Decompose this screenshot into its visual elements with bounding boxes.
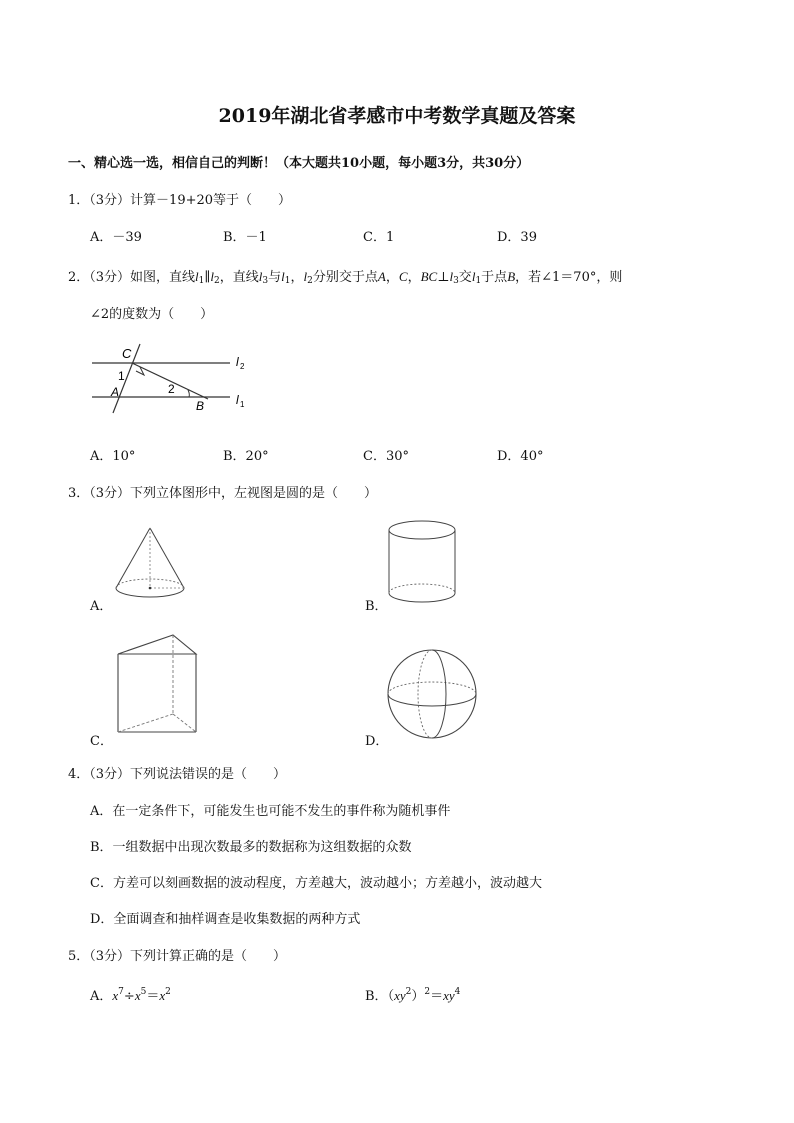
figure-label-l1: l [236,393,239,407]
prism-figure [115,632,200,737]
question-3-option-c: C． [90,734,113,749]
angle-2-arc [188,390,189,397]
question-5-stem: 5．（3分）下列计算正确的是（ ） [68,949,287,964]
question-4-stem: 4．（3分）下列说法错误的是（ ） [68,767,287,782]
question-5-option-a: A．$x^7\div x^5=x^2$ [90,987,171,1004]
cylinder-figure [385,518,461,608]
figure-label-a: A [111,385,120,399]
question-5-option-b: B．$(xy^2)^2=xy^4$ [365,987,461,1004]
sphere-figure [386,648,480,742]
question-2-option-b: B．20° [223,449,269,464]
figure-label-b: B [196,399,205,413]
question-1-option-b: B．－1 [223,230,267,245]
question-3-stem: 3．（3分）下列立体图形中，左视图是圆的是（ ） [68,486,378,501]
figure-label-l1-sub: 1 [240,400,245,409]
question-1-stem: 1．（3分）计算－19+20等于（ ） [68,193,292,208]
section-heading: 一、精心选一选，相信自己的判断！（本大题共10小题，每小题3分，共30分） [68,156,530,171]
figure-label-c: C [122,346,132,361]
question-2-stem-line2: ∠2的度数为（ ） [90,307,214,322]
figure-label-2: 2 [168,382,175,396]
question-3-option-b: B． [365,599,388,614]
question-4-option-a: A．在一定条件下，可能发生也可能不发生的事件称为随机事件 [90,804,451,819]
question-2-option-a: A．10° [90,449,136,464]
figure-label-l2-sub: 2 [240,362,245,371]
question-4-option-b: B．一组数据中出现次数最多的数据称为这组数据的众数 [90,840,412,855]
question-3-option-d: D． [365,734,389,749]
question-2-option-d: D．40° [497,449,544,464]
figure-label-l2: l [236,355,239,369]
question-3-option-a: A． [90,599,113,614]
question-1-option-d: D．39 [497,230,537,245]
page-title: 2019年湖北省孝感市中考数学真题及答案 [218,105,576,127]
question-2-stem: 2．（3分）如图，直线$l_1\parallel l_2$，直线$l_3$与$l_1$，$l_2$分别交于点A，C，$BC\perp l_3$交$l_1$于点B，若∠1＝70°，则 [68,269,623,286]
question-1-option-a: A．－39 [90,230,142,245]
cone-figure [112,525,188,605]
question-4-option-d: D．全面调查和抽样调查是收集数据的两种方式 [90,912,361,927]
question-2-option-c: C．30° [363,449,409,464]
question-4-option-c: C．方差可以刻画数据的波动程度，方差越大，波动越小；方差越小，波动越大 [90,876,542,891]
figure-label-1: 1 [118,369,125,383]
question-1-option-c: C．1 [363,230,395,245]
question-2-figure [88,340,258,415]
